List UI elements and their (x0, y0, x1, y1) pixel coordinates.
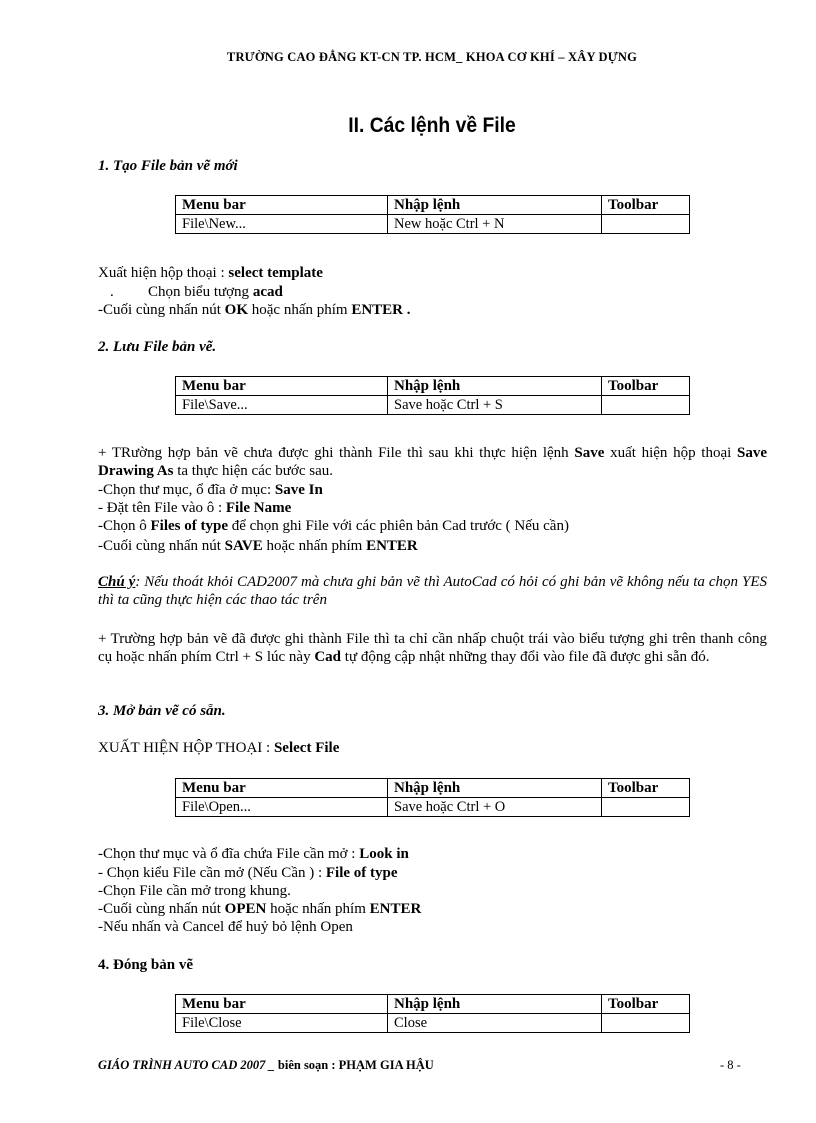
header-command: Nhập lệnh (388, 196, 602, 215)
s3-line-1: -Chọn thư mục và ổ đĩa chứa File cần mở : Look in (98, 846, 409, 862)
cell-command: Save hoặc Ctrl + O (388, 798, 602, 817)
s1-line-2b: Chọn biểu tượng acad (148, 284, 283, 300)
s3-intro: XUẤT HIỆN HỘP THOẠI : Select File (98, 740, 340, 756)
cell-command: New hoặc Ctrl + N (388, 215, 602, 234)
header-menu-bar: Menu bar (176, 196, 388, 215)
s2-note: Chú ý: Nếu thoát khỏi CAD2007 mà chưa ghi bản vẽ thì AutoCad có hỏi có ghi bản vẽ không nếu ta chọn YES thì ta cũng thực hiện các thao tác trên (98, 574, 767, 608)
s2-line-2: - Đặt tên File vào ô : File Name (98, 500, 292, 516)
page-header: TRƯỜNG CAO ĐẲNG KT-CN TP. HCM_ KHOA CƠ KHÍ – XÂY DỰNG (226, 50, 638, 64)
s3-line-4: -Cuối cùng nhấn nút OPEN hoặc nhấn phím ENTER (98, 901, 422, 917)
section-4-heading: 4. Đóng bản vẽ (98, 957, 194, 973)
cell-toolbar (602, 1014, 690, 1033)
cell-command: Close (388, 1014, 602, 1033)
cell-menu: File\Close (176, 1014, 388, 1033)
s2-line-3: -Chọn ô Files of type để chọn ghi File với các phiên bản Cad trước ( Nếu cần) (98, 518, 569, 534)
header-toolbar: Toolbar (602, 995, 690, 1014)
command-table-save (175, 376, 690, 415)
header-menu-bar: Menu bar (176, 995, 388, 1014)
header-toolbar: Toolbar (602, 779, 690, 798)
header-command: Nhập lệnh (388, 779, 602, 798)
s2-line-1: -Chọn thư mục, ổ đĩa ở mục: Save In (98, 482, 323, 498)
s3-line-5: -Nếu nhấn và Cancel để huỷ bỏ lệnh Open (98, 919, 353, 935)
cell-menu: File\New... (176, 215, 388, 234)
s2-line-4: -Cuối cùng nhấn nút SAVE hoặc nhấn phím ENTER (98, 538, 418, 554)
header-command: Nhập lệnh (388, 377, 602, 396)
cell-toolbar (602, 215, 690, 234)
command-table-close (175, 994, 690, 1033)
page-title: II. Các lệnh về File (348, 114, 516, 137)
cell-command: Save hoặc Ctrl + S (388, 396, 602, 415)
s3-line-3: -Chọn File cần mở trong khung. (98, 883, 291, 899)
command-table-new (175, 195, 690, 234)
section-2-heading: 2. Lưu File bản vẽ. (98, 339, 217, 355)
header-menu-bar: Menu bar (176, 779, 388, 798)
header-toolbar: Toolbar (602, 377, 690, 396)
s2-paragraph-2: + Trường hợp bản vẽ đã được ghi thành File thì ta chỉ cần nhấp chuột trái vào biểu tượng ghi trên thanh công cụ hoặc nhấn phím Ctrl + S lúc này Cad tự động cập nhật những thay đổi vào file đã được ghi sẵn đó. (98, 631, 767, 665)
section-3-heading: 3. Mở bản vẽ có sẵn. (98, 703, 226, 719)
cell-menu: File\Save... (176, 396, 388, 415)
page-footer: GIÁO TRÌNH AUTO CAD 2007 _ biên soạn : PHẠM GIA HẬU (98, 1058, 434, 1072)
cell-toolbar (602, 798, 690, 817)
s1-line-3: -Cuối cùng nhấn nút OK hoặc nhấn phím ENTER . (98, 302, 411, 318)
note-label: Chú ý (98, 574, 136, 590)
s3-line-2: - Chọn kiểu File cần mở (Nếu Cần ) : File of type (98, 865, 398, 881)
s1-line-2: . (110, 284, 114, 300)
cell-toolbar (602, 396, 690, 415)
s1-line-1: Xuất hiện hộp thoại : select template (98, 265, 323, 281)
header-menu-bar: Menu bar (176, 377, 388, 396)
command-table-open (175, 778, 690, 817)
s2-paragraph-1: + TRường hợp bản vẽ chưa được ghi thành File thì sau khi thực hiện lệnh Save xuất hiện hộp thoại Save Drawing As ta thực hiện các bước sau. (98, 445, 767, 479)
page-number: - 8 - (720, 1058, 741, 1072)
header-toolbar: Toolbar (602, 196, 690, 215)
header-command: Nhập lệnh (388, 995, 602, 1014)
section-1-heading: 1. Tạo File bản vẽ mới (98, 158, 238, 174)
cell-menu: File\Open... (176, 798, 388, 817)
